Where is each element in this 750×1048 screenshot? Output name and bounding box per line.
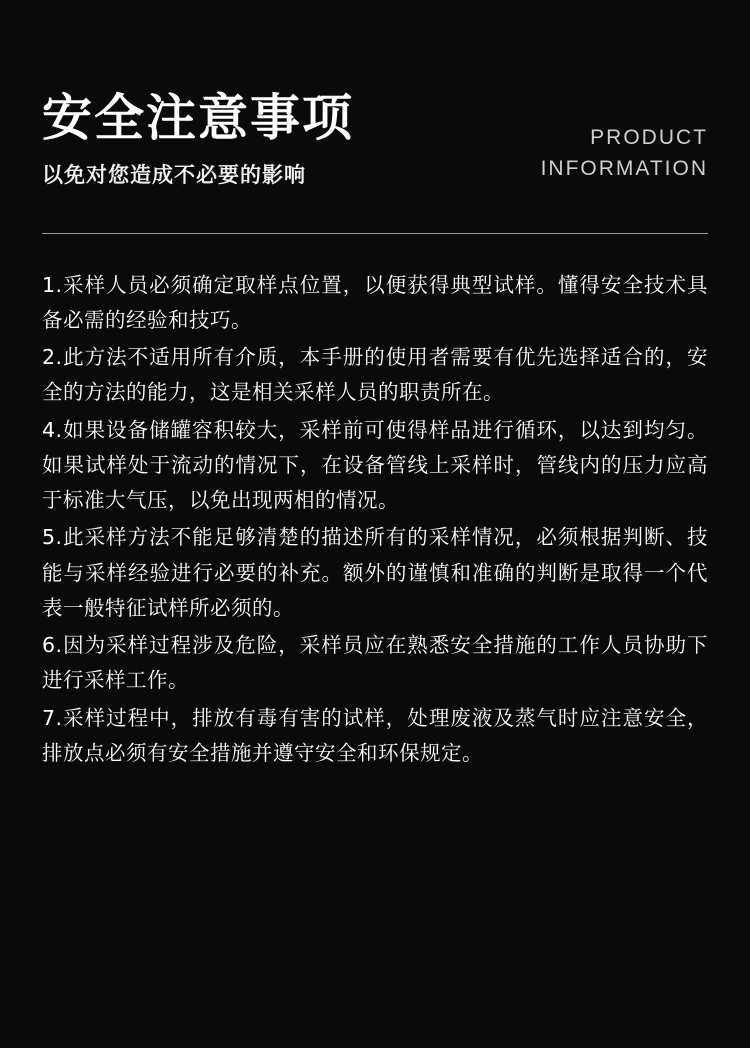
page-subtitle: 以免对您造成不必要的影响 <box>42 162 306 187</box>
header-divider <box>42 233 708 234</box>
list-item: 1.采样人员必须确定取样点位置，以便获得典型试样。懂得安全技术具备必需的经验和技巧。 <box>42 272 708 332</box>
header-right-line-1: PRODUCT <box>590 125 708 149</box>
list-item: 4.如果设备储罐容积较大，采样前可使得样品进行循环，以达到均匀。如果试样处于流动的情况下，在设备管线上采样时，管线内的压力应高于标准大气压，以免出现两相的情况。 <box>42 417 708 512</box>
header-right-line-2: INFORMATION <box>540 157 708 180</box>
page-title: 安全注意事项 <box>42 89 354 147</box>
list-item: 6.因为采样过程涉及危险，采样员应在熟悉安全措施的工作人员协助下进行采样工作。 <box>42 633 708 693</box>
safety-notes-list <box>42 268 708 772</box>
header-left-group <box>42 89 354 189</box>
list-item: 5.此采样方法不能足够清楚的描述所有的采样情况，必须根据判断、技能与采样经验进行必要的补充。额外的谨慎和准确的判断是取得一个代表一般特征试样所必须的。 <box>42 525 708 620</box>
page-header <box>42 0 708 189</box>
list-item: 7.采样过程中，排放有毒有害的试样，处理废液及蒸气时应注意安全，排放点必须有安全措施并遵守安全和环保规定。 <box>42 705 708 765</box>
list-item: 2.此方法不适用所有介质，本手册的使用者需要有优先选择适合的，安全的方法的能力，这是相关采样人员的职责所在。 <box>42 345 708 405</box>
header-right-label <box>541 122 708 189</box>
